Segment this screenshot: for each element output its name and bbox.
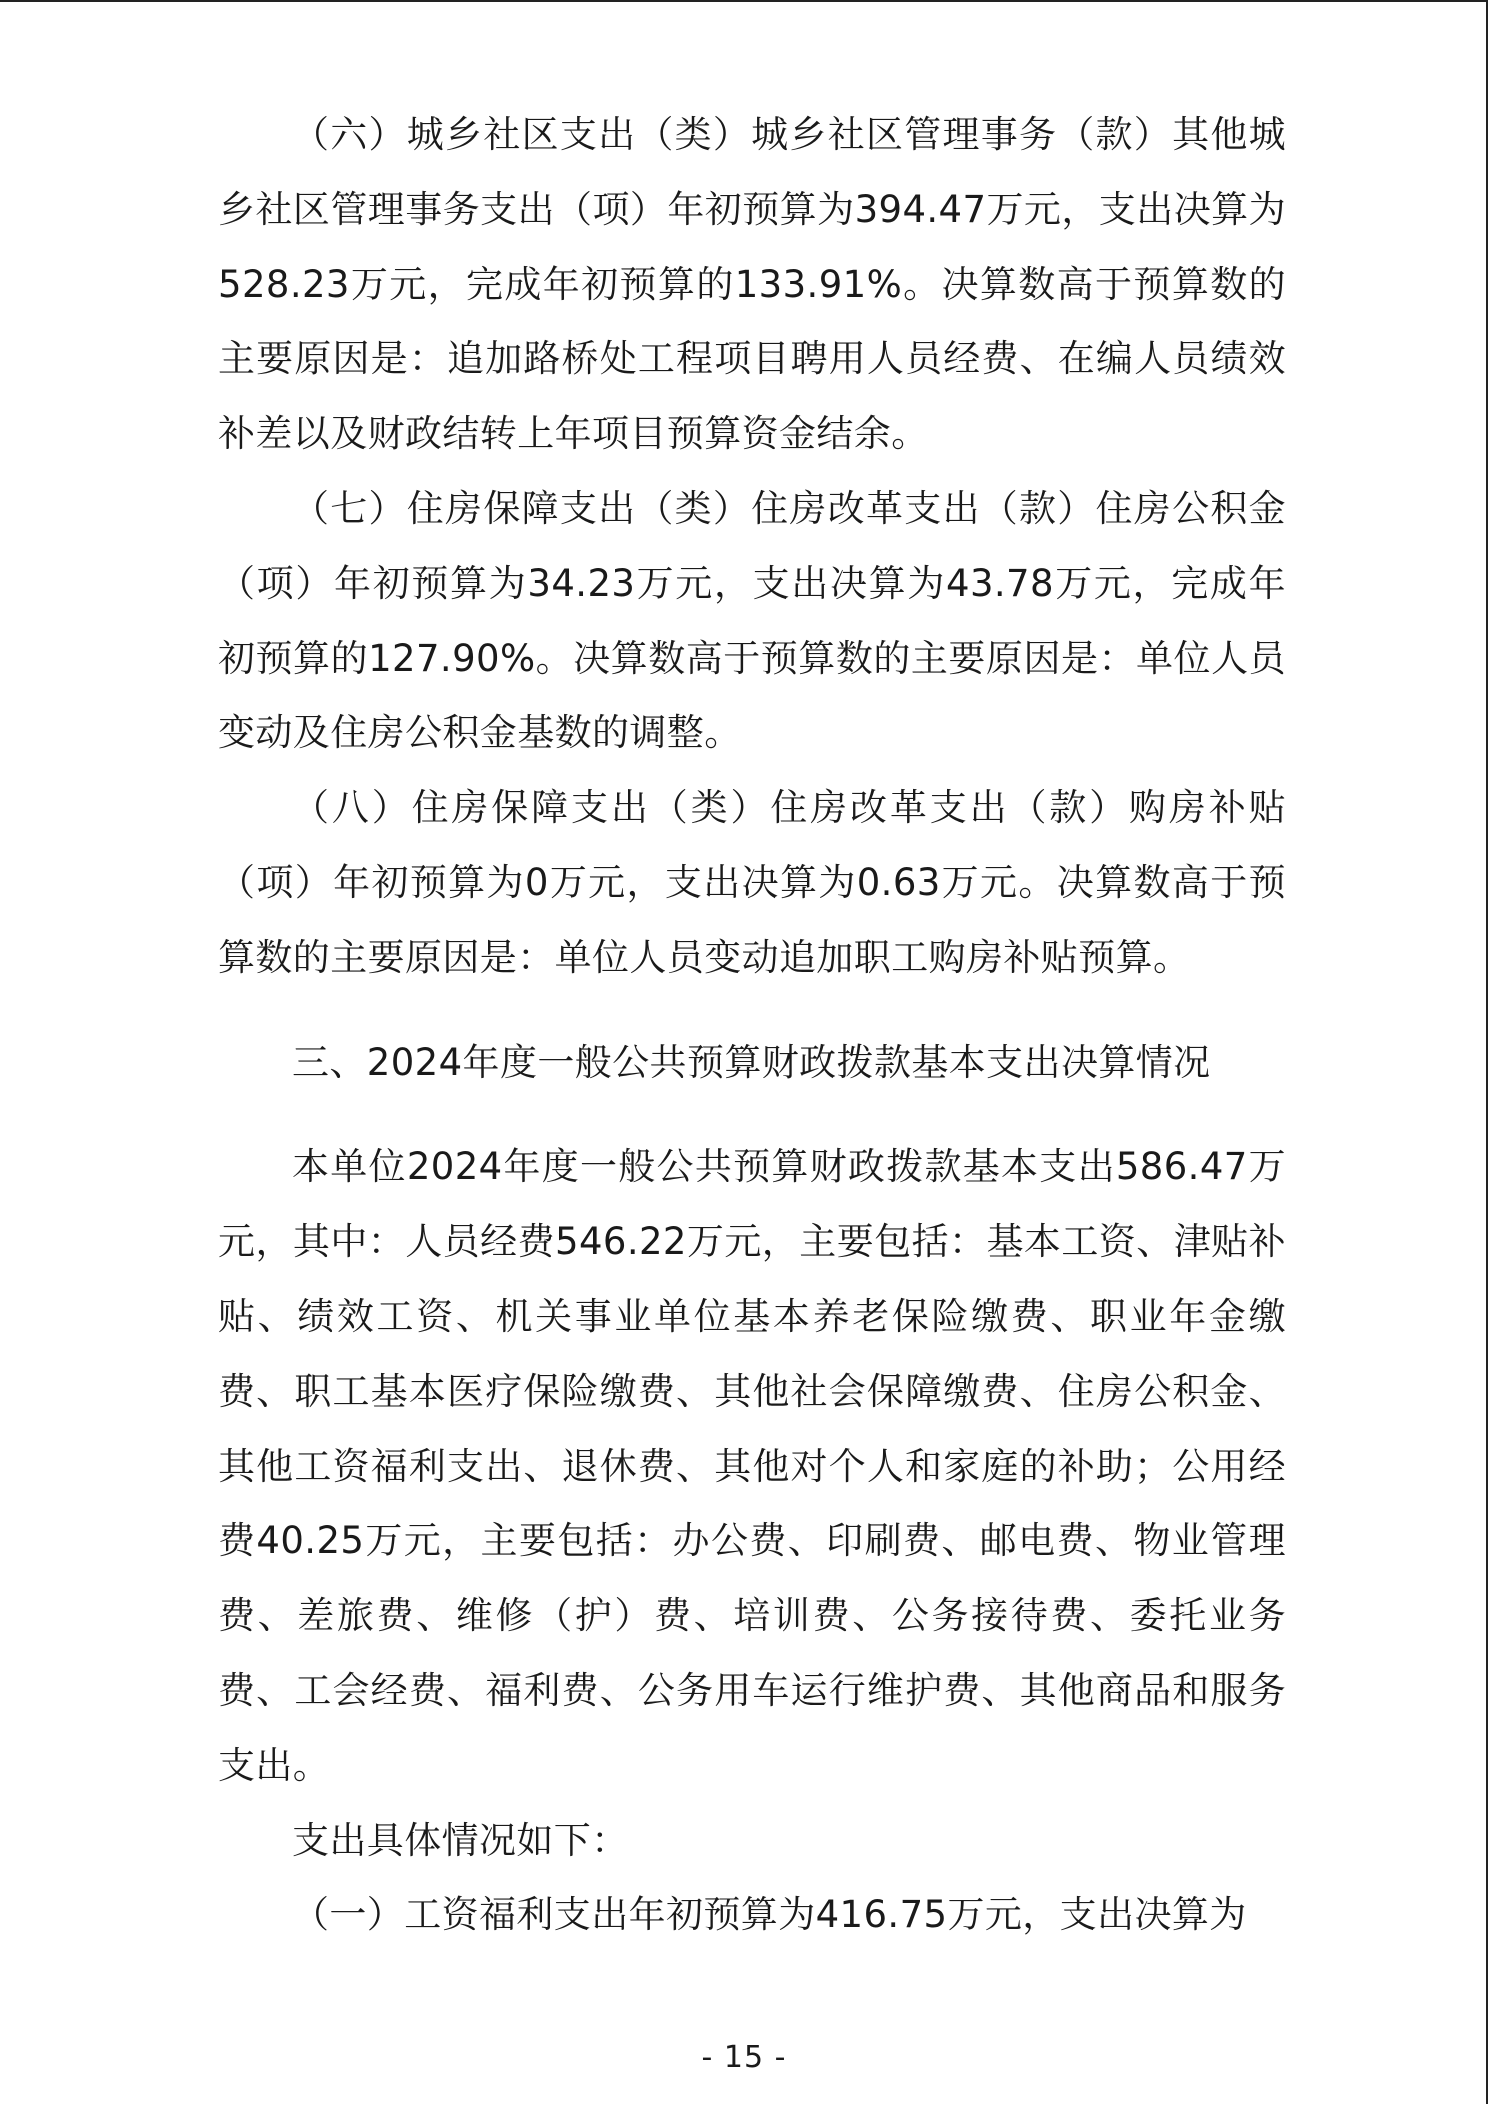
paragraph-seven: （七）住房保障支出（类）住房改革支出（款）住房公积金（项）年初预算为34.23万元，支出决算为43.78万元，完成年初预算的127.90%。决算数高于预算数的主要原因是：单位人员变动及住房公积金基数的调整。 [218,486,1286,755]
paragraph-eight: （八）住房保障支出（类）住房改革支出（款）购房补贴（项）年初预算为0万元，支出决算为0.63万元。决算数高于预算数的主要原因是：单位人员变动追加职工购房补贴预算。 [218,786,1286,979]
document-body [218,98,1286,1953]
page-top-border [0,0,1488,2]
page-number: - 15 - [701,2040,787,2075]
paragraph-basic-expenditure: 本单位2024年度一般公共预算财政拨款基本支出586.47万元，其中：人员经费546.22万元，主要包括：基本工资、津贴补贴、绩效工资、机关事业单位基本养老保险缴费、职业年金缴费、职工基本医疗保险缴费、其他社会保障缴费、住房公积金、其他工资福利支出、退休费、其他对个人和家庭的补助；公用经费40.25万元，主要包括：办公费、印刷费、邮电费、物业管理费、差旅费、维修（护）费、培训费、公务接待费、委托业务费、工会经费、福利费、公务用车运行维护费、其他商品和服务支出。 [218,1145,1286,1787]
section-heading: 三、2024年度一般公共预算财政拨款基本支出决算情况 [292,1040,1211,1084]
paragraph-item-one: （一）工资福利支出年初预算为416.75万元，支出决算为 [292,1893,1247,1937]
paragraph-details-intro: 支出具体情况如下： [292,1818,629,1862]
paragraph-six: （六）城乡社区支出（类）城乡社区管理事务（款）其他城乡社区管理事务支出（项）年初预算为394.47万元，支出决算为528.23万元，完成年初预算的133.91%。决算数高于预算数的主要原因是：追加路桥处工程项目聘用人员经费、在编人员绩效补差以及财政结转上年项目预算资金结余。 [218,113,1286,456]
